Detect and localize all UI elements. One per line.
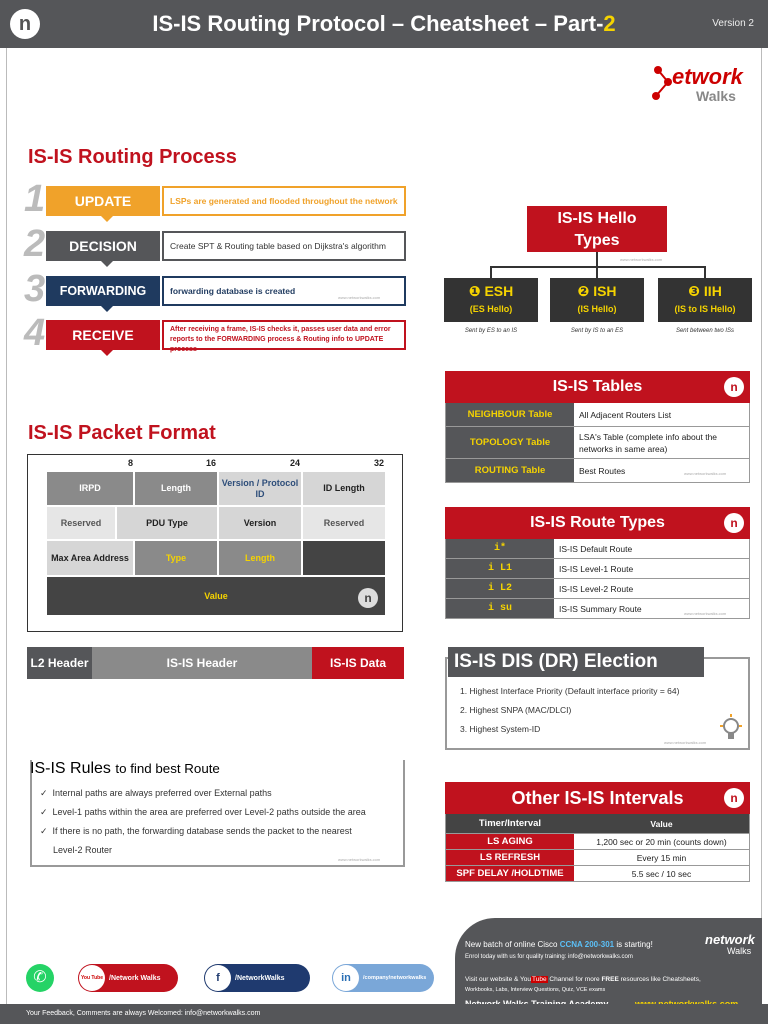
promo-line-1: New batch of online Cisco CCNA 200-301 is starting! xyxy=(465,940,653,949)
promo-brand-walks: Walks xyxy=(727,946,752,956)
linkedin-icon: in xyxy=(333,965,359,991)
brand-logo-icon: n xyxy=(724,513,744,533)
hello-type-iih: ❸ IIH (IS to IS Hello) xyxy=(658,278,752,322)
tree-line xyxy=(704,266,706,278)
step-number: 3 xyxy=(24,268,46,310)
step-label: FORWARDING xyxy=(46,276,160,306)
isis-tables xyxy=(445,371,750,483)
brand-logo-icon: n xyxy=(10,9,40,39)
promo-line-2: Enrol today with us for quality training: info@networkwalks.com xyxy=(465,954,633,960)
bit-label: 16 xyxy=(206,458,217,468)
hello-type-ish: ❷ ISH (IS Hello) xyxy=(550,278,644,322)
packet-format-title: IS-IS Packet Format xyxy=(28,422,216,444)
field-version: Version xyxy=(218,506,302,540)
process-step-1 xyxy=(24,178,406,220)
isis-data: IS-IS Data xyxy=(312,647,404,679)
table-row: TOPOLOGY Table LSA's Table (complete info about the networks in same area) xyxy=(445,427,750,459)
linkedin-link[interactable]: in /company/networkwalks xyxy=(332,964,434,992)
hello-caption: Sent by IS to an ES xyxy=(570,328,624,334)
rule-item: Level-2 Router xyxy=(53,845,113,855)
promo-line-4: Workbooks, Labs, Interview Questions, Quiz, VCE exams xyxy=(465,987,606,993)
rule-item: ✓ Level-1 paths within the area are preferred over Level-2 paths outside the area xyxy=(40,807,366,817)
isis-header: IS-IS Header xyxy=(92,647,312,679)
step-desc: forwarding database is created xyxy=(162,276,406,306)
routing-process-title: IS-IS Routing Process xyxy=(28,146,237,168)
route-types-title: IS-IS Route Types n xyxy=(445,507,750,539)
table-row: ROUTING Table Best Routes xyxy=(445,459,750,483)
table-header-row: Timer/Interval Value xyxy=(445,814,750,834)
dis-item: 3. Highest System-ID xyxy=(460,724,541,734)
step-label: DECISION xyxy=(46,231,160,261)
rules-title: IS-IS Rules to find best Route xyxy=(30,760,220,777)
rule-item: ✓ Internal paths are always preferred over External paths xyxy=(40,788,272,798)
tree-line xyxy=(490,266,492,278)
table-row: NEIGHBOUR Table All Adjacent Routers List xyxy=(445,403,750,427)
step-desc: After receiving a frame, IS-IS checks it, passes user data and error reports to the FORWARDING process & Routing info to UPDATE process xyxy=(162,320,406,350)
hello-types-title: IS-IS Hello Types xyxy=(527,206,667,252)
step-notch xyxy=(99,259,115,267)
facebook-link[interactable]: f /NetworkWalks xyxy=(204,964,310,992)
intervals-title: Other IS-IS Intervals n xyxy=(445,782,750,814)
watermark: www.networkwalks.com xyxy=(338,857,381,862)
tree-line xyxy=(596,266,598,278)
l2-header: L2 Header xyxy=(27,647,92,679)
field-reserved-1: Reserved xyxy=(46,506,116,540)
field-version-protocol-id: Version / Protocol ID xyxy=(218,471,302,506)
step-number: 4 xyxy=(24,312,46,354)
field-length: Length xyxy=(134,471,218,506)
dis-item: 1. Highest Interface Priority (Default interface priority = 64) xyxy=(460,686,680,696)
table-row: i L2 IS-IS Level-2 Route xyxy=(445,579,750,599)
field-id-length: ID Length xyxy=(302,471,386,506)
bit-label: 8 xyxy=(128,458,134,468)
brand-name-walks: Walks xyxy=(696,88,736,104)
promo-brand-logo: network xyxy=(705,932,755,947)
feedback-bar: Your Feedback, Comments are always Welcomed: info@networkwalks.com xyxy=(0,1004,768,1024)
promo-line-3: Visit our website & YouTube Channel for more FREE resources like Cheatsheets, xyxy=(465,976,701,983)
step-notch xyxy=(99,214,115,222)
network-walks-logo xyxy=(650,58,754,108)
field-type: Type xyxy=(134,540,218,576)
step-notch xyxy=(99,348,115,356)
field-max-area-address: Max Area Address xyxy=(46,540,134,576)
table-row: i su IS-IS Summary Route xyxy=(445,599,750,619)
tree-line xyxy=(490,266,706,268)
field-irpd: IRPD xyxy=(46,471,134,506)
step-desc: LSPs are generated and flooded throughout the network xyxy=(162,186,406,216)
watermark: www.networkwalks.com xyxy=(684,611,727,616)
process-step-2 xyxy=(24,223,406,265)
facebook-icon: f xyxy=(205,965,231,991)
hello-caption: Sent between two ISs xyxy=(675,328,735,334)
hello-type-esh: ❶ ESH (ES Hello) xyxy=(444,278,538,322)
step-number: 1 xyxy=(24,178,46,220)
field-pdu-type: PDU Type xyxy=(116,506,218,540)
other-intervals xyxy=(445,782,750,882)
whatsapp-icon[interactable]: ✆ xyxy=(26,964,54,992)
field-filler xyxy=(302,540,386,576)
step-desc: Create SPT & Routing table based on Dijkstra's algorithm xyxy=(162,231,406,261)
process-step-4 xyxy=(24,312,406,354)
packet-format-diagram xyxy=(27,454,403,632)
watermark: www.networkwalks.com xyxy=(664,740,707,745)
table-row: SPF DELAY /HOLDTIME 5.5 sec / 10 sec xyxy=(445,866,750,882)
step-number: 2 xyxy=(24,223,46,265)
field-length-2: Length xyxy=(218,540,302,576)
table-row: LS AGING 1,200 sec or 20 min (counts down) xyxy=(445,834,750,850)
youtube-icon: You Tube xyxy=(79,965,105,991)
bit-label: 24 xyxy=(290,458,301,468)
watermark: www.networkwalks.com xyxy=(338,295,381,300)
step-label: UPDATE xyxy=(46,186,160,216)
field-value: Value xyxy=(46,576,386,616)
youtube-link[interactable]: You Tube /Network Walks xyxy=(78,964,178,992)
brand-logo-icon: n xyxy=(724,377,744,397)
step-notch xyxy=(99,304,115,312)
step-label: RECEIVE xyxy=(46,320,160,350)
isis-route-types xyxy=(445,507,750,619)
table-row: i L1 IS-IS Level-1 Route xyxy=(445,559,750,579)
dis-item: 2. Highest SNPA (MAC/DLCI) xyxy=(460,705,572,715)
table-row: LS REFRESH Every 15 min xyxy=(445,850,750,866)
brand-logo-icon: n xyxy=(358,588,378,608)
lightbulb-icon xyxy=(718,714,744,744)
field-reserved-2: Reserved xyxy=(302,506,386,540)
version-label: Version 2 xyxy=(712,18,754,29)
bit-label: 32 xyxy=(374,458,385,468)
table-row: i* IS-IS Default Route xyxy=(445,539,750,559)
isis-tables-title: IS-IS Tables n xyxy=(445,371,750,403)
watermark: www.networkwalks.com xyxy=(684,471,727,476)
watermark: www.networkwalks.com xyxy=(620,257,663,262)
header-bar xyxy=(0,0,768,48)
dis-election-title: IS-IS DIS (DR) Election xyxy=(448,647,704,677)
hello-caption: Sent by ES to an IS xyxy=(464,328,518,334)
brand-name-network: etwork xyxy=(672,64,743,89)
rule-item: ✓ If there is no path, the forwarding database sends the packet to the nearest xyxy=(40,826,352,836)
dis-list xyxy=(460,682,740,739)
tree-line xyxy=(596,252,598,266)
rules-list xyxy=(40,784,400,860)
brand-logo-icon: n xyxy=(724,788,744,808)
process-step-3 xyxy=(24,268,406,310)
page-title: IS-IS Routing Protocol – Cheatsheet – Part-2 xyxy=(152,11,616,36)
promo-panel xyxy=(455,918,762,1014)
